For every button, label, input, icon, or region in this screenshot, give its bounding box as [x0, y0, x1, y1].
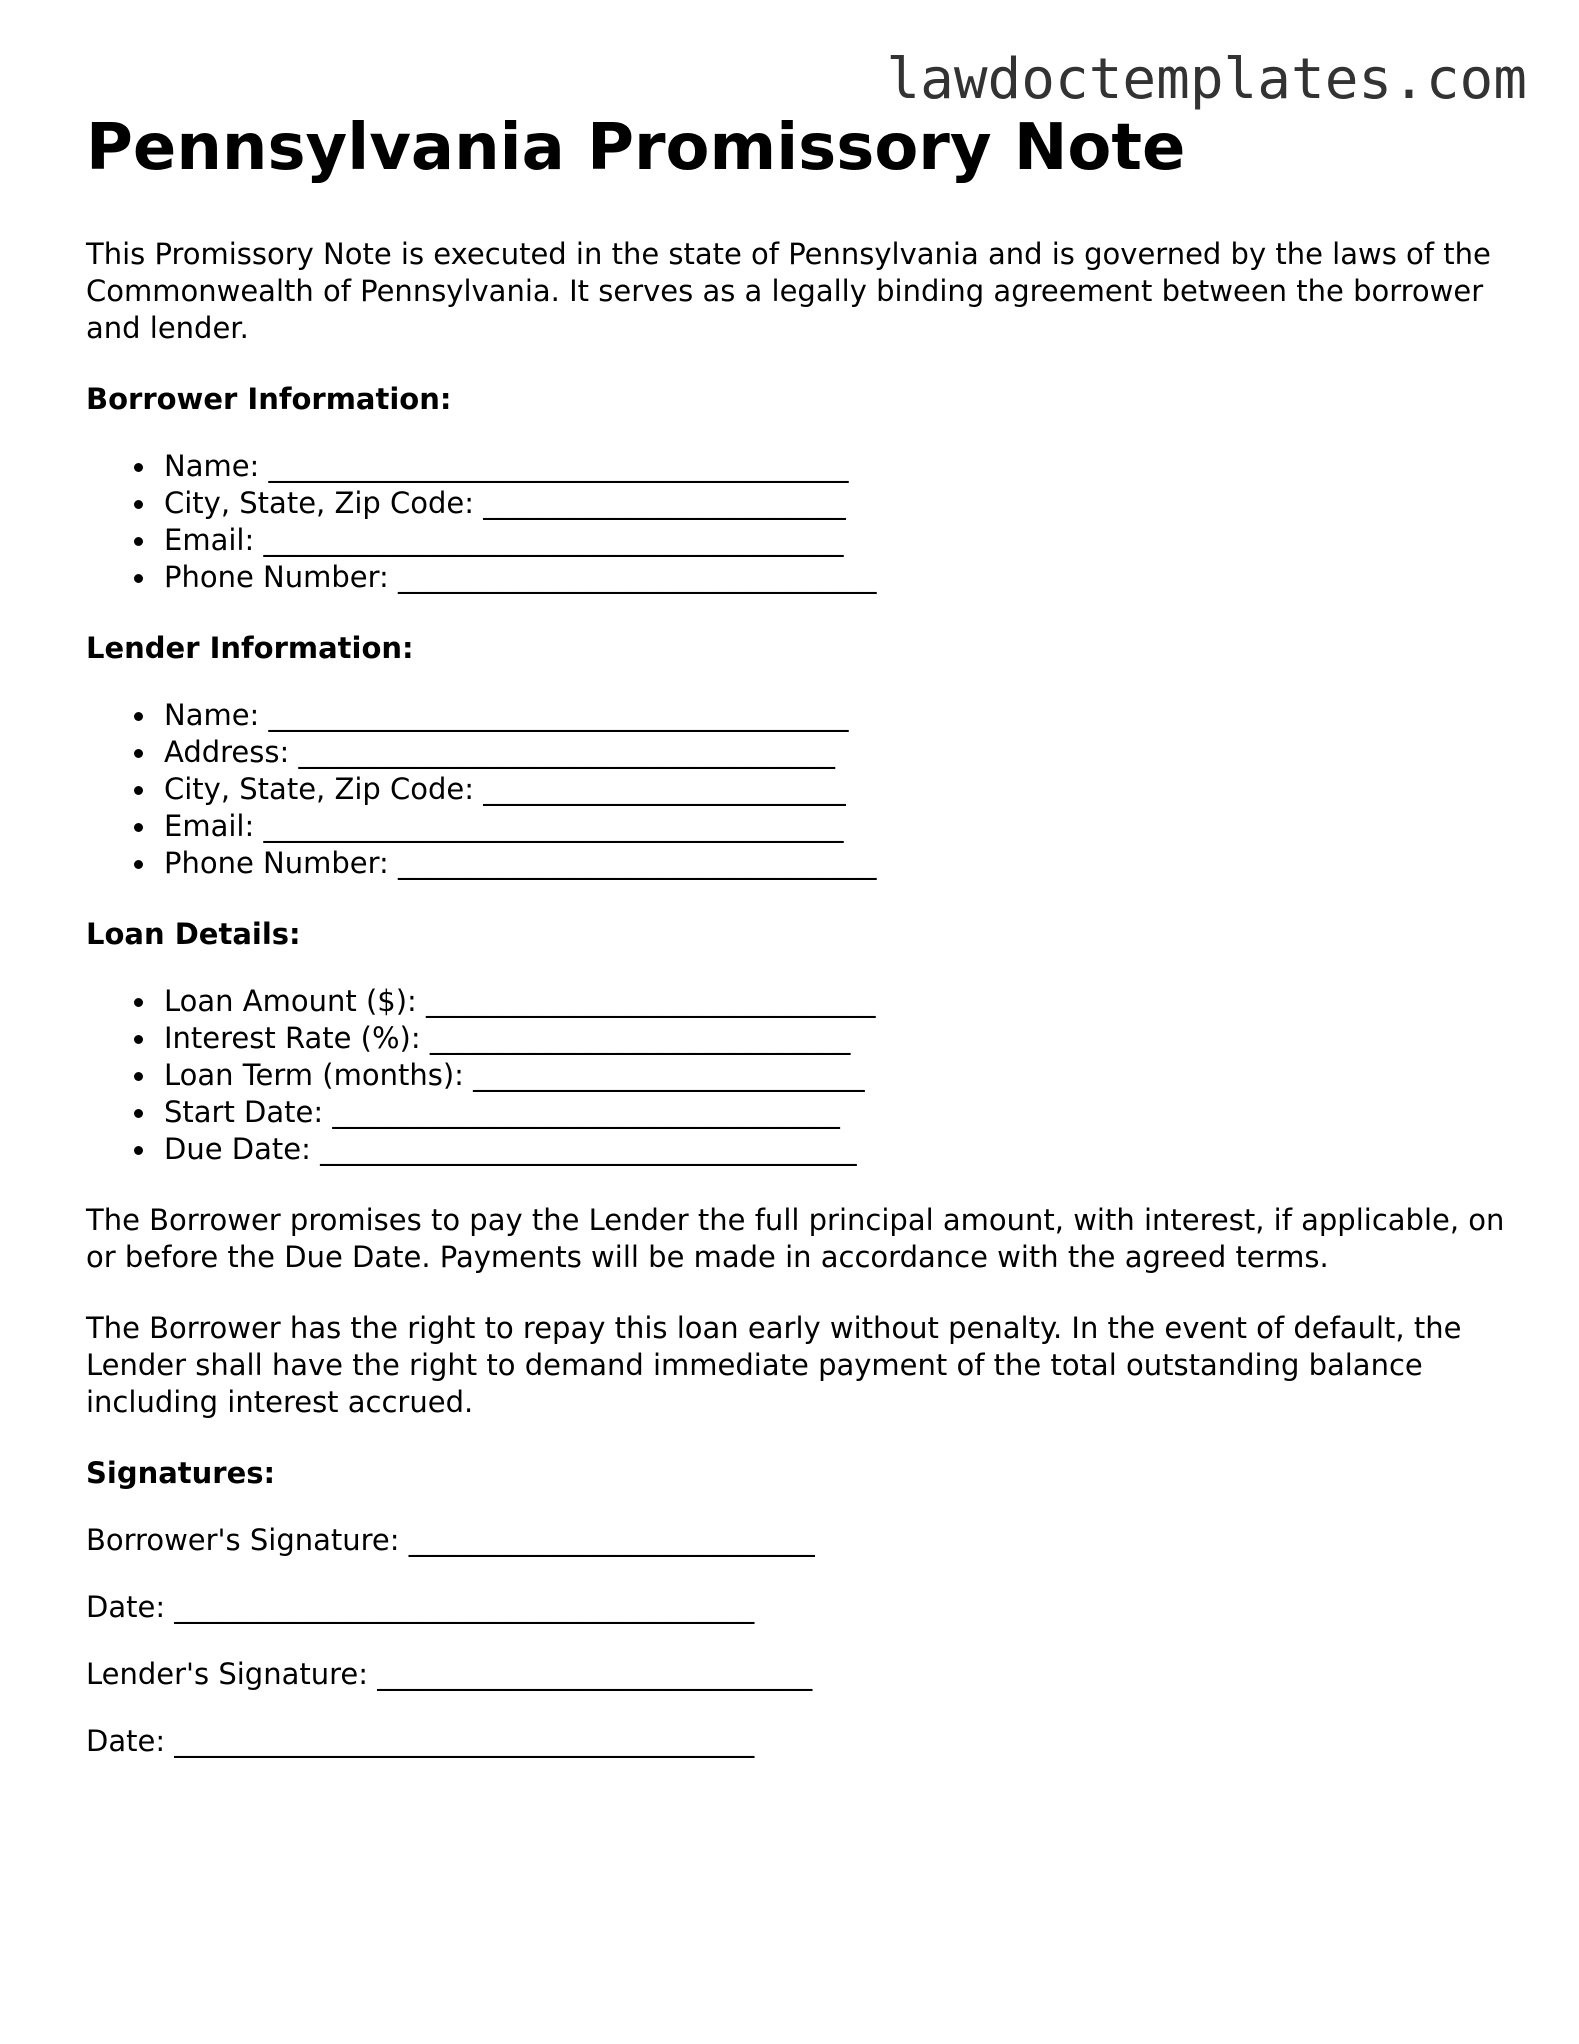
loan-details-heading: Loan Details: — [86, 916, 301, 951]
borrower-name-field[interactable]: Name: ________________________________________ — [164, 448, 1506, 485]
default-paragraph: The Borrower has the right to repay this loan early without penalty. In the event of default, the Lender shall have the right to demand immediate payment of the total outstanding balance including interest accrued. — [86, 1310, 1462, 1419]
borrower-field-list — [86, 448, 1506, 596]
lender-phone-field[interactable]: Phone Number: _________________________________ — [164, 845, 1506, 882]
borrower-city-state-zip-field[interactable]: City, State, Zip Code: _________________________ — [164, 485, 1506, 522]
interest-rate-field[interactable]: Interest Rate (%): _____________________________ — [164, 1020, 1506, 1057]
loan-field-list — [86, 983, 1506, 1168]
lender-email-field[interactable]: Email: ________________________________________ — [164, 808, 1506, 845]
borrower-email-field[interactable]: Email: ________________________________________ — [164, 522, 1506, 559]
lender-date-field[interactable]: Date: ________________________________________ — [86, 1723, 755, 1758]
borrower-date-field[interactable]: Date: ________________________________________ — [86, 1589, 755, 1624]
page-title: Pennsylvania Promissory Note — [86, 111, 1186, 185]
lender-signature-field[interactable]: Lender's Signature: ______________________________ — [86, 1656, 813, 1691]
borrower-phone-field[interactable]: Phone Number: _________________________________ — [164, 559, 1506, 596]
loan-amount-field[interactable]: Loan Amount ($): _______________________________ — [164, 983, 1506, 1020]
lender-city-state-zip-field[interactable]: City, State, Zip Code: _________________________ — [164, 771, 1506, 808]
repayment-paragraph: The Borrower promises to pay the Lender the full principal amount, with interest, if applicable, on or before the Due Date. Payments will be made in accordance with the agreed terms. — [86, 1202, 1505, 1274]
borrower-heading: Borrower Information: — [86, 381, 452, 416]
due-date-field[interactable]: Due Date: _____________________________________ — [164, 1131, 1506, 1168]
lender-name-field[interactable]: Name: ________________________________________ — [164, 697, 1506, 734]
lender-field-list — [86, 697, 1506, 882]
document-page — [86, 112, 1506, 1760]
lender-address-field[interactable]: Address: _____________________________________ — [164, 734, 1506, 771]
signatures-heading: Signatures: — [86, 1455, 276, 1490]
loan-term-field[interactable]: Loan Term (months): ___________________________ — [164, 1057, 1506, 1094]
borrower-signature-field[interactable]: Borrower's Signature: ____________________________ — [86, 1522, 815, 1557]
lender-heading: Lender Information: — [86, 630, 414, 665]
start-date-field[interactable]: Start Date: ___________________________________ — [164, 1094, 1506, 1131]
watermark: lawdoctemplates.com — [886, 47, 1527, 112]
intro-paragraph: This Promissory Note is executed in the state of Pennsylvania and is governed by the laws of the Commonwealth of Pennsylvania. It serves as a legally binding agreement between the borrower and lender. — [86, 236, 1491, 345]
